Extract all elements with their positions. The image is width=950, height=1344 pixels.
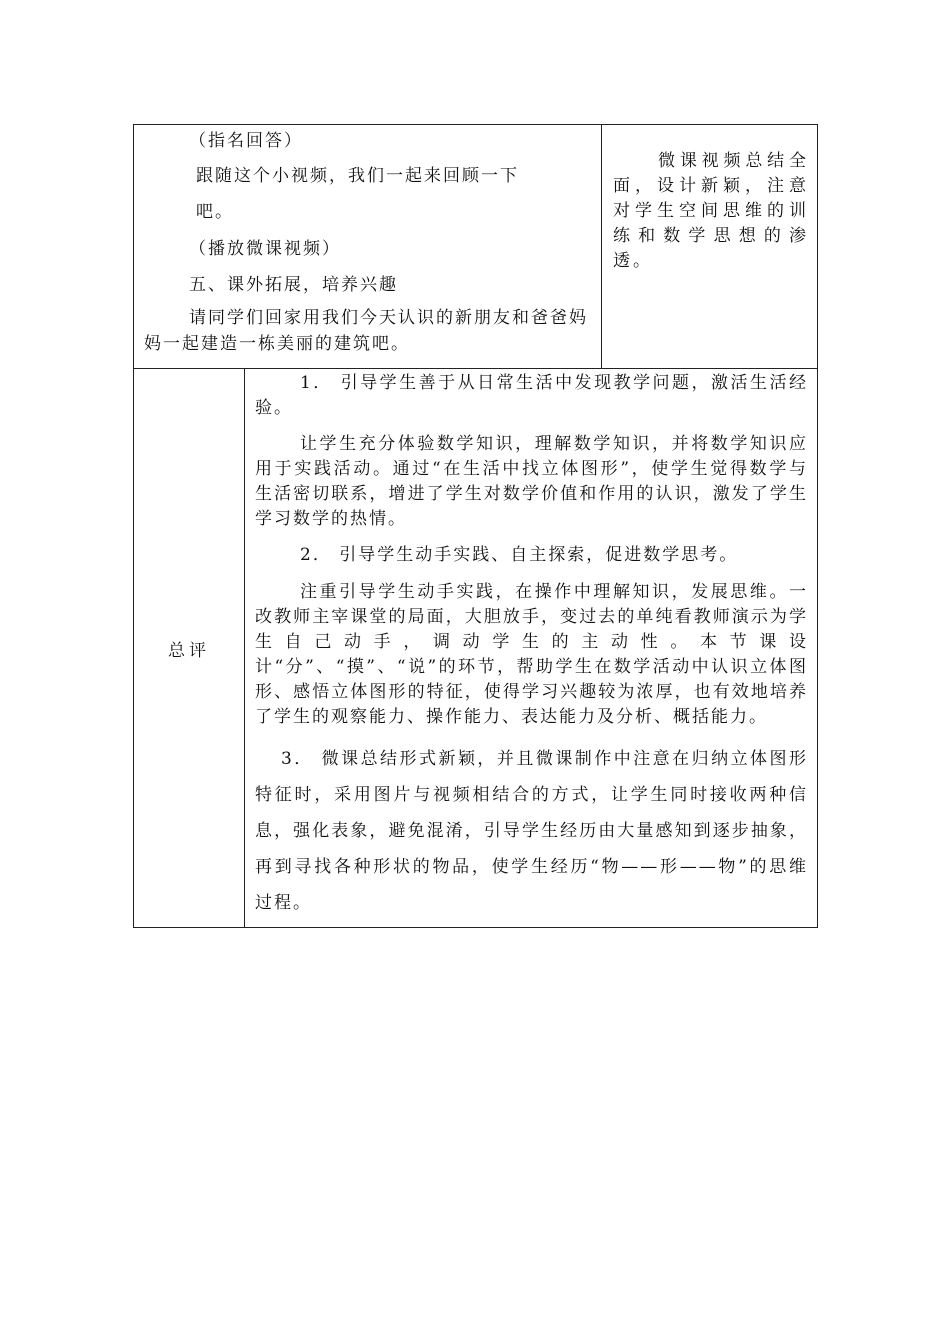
review-label: 总评	[168, 640, 210, 661]
process-line: （指名回答）	[189, 131, 303, 151]
process-row	[134, 125, 818, 369]
review-paragraph: 注重引导学生动手实践，在操作中理解知识，发展思维。一改教师主宰课堂的局面，大胆放手，变过去的单纯看教师演示为学生自己动手，调动学生的主动性。本节课设计“分”、“摸”、“说”的环节，帮助学生在数学活动中认识立体图形、感悟立体图形的特征，使得学习兴趣较为浓厚，也有效地培养了学生的观察能力、操作能力、表达能力及分析、概括能力。	[255, 582, 808, 727]
review-paragraph: 3． 微课总结形式新颖，并且微课制作中注意在归纳立体图形特征时，采用图片与视频相结合的方式，让学生同时接收两种信息，强化表象，避免混淆，引导学生经历由大量感知到逐步抽象，再到寻找各种形状的物品，使学生经历“物——形——物”的思维过程。	[255, 749, 808, 913]
review-content-cell	[245, 369, 818, 928]
process-line: 请同学们回家用我们今天认识的新朋友和爸爸妈妈一起建造一栋美丽的建筑吧。	[144, 308, 588, 354]
lesson-table	[133, 124, 818, 928]
review-label-cell	[134, 369, 245, 928]
review-row	[134, 369, 818, 928]
process-line: （播放微课视频）	[189, 239, 341, 259]
process-line: 吧。	[196, 202, 234, 222]
review-paragraph: 1． 引导学生善于从日常生活中发现教学问题，激活生活经验。	[255, 373, 808, 418]
teaching-process-cell	[134, 125, 602, 369]
process-line: 五、课外拓展，培养兴趣	[189, 275, 398, 295]
design-note-cell	[602, 125, 818, 369]
review-paragraph: 2． 引导学生动手实践、自主探索，促进数学思考。	[300, 545, 739, 565]
design-note: 微课视频总结全面，设计新颖，注意对学生空间思维的训练和数学思想的渗透。	[613, 151, 809, 271]
process-line: 跟随这个小视频，我们一起来回顾一下	[196, 166, 519, 186]
review-paragraph: 让学生充分体验数学知识，理解数学知识，并将数学知识应用于实践活动。通过“在生活中找立体图形”，使学生觉得数学与生活密切联系，增进了学生对数学价值和作用的认识，激发了学生学习数学的热情。	[255, 434, 808, 529]
